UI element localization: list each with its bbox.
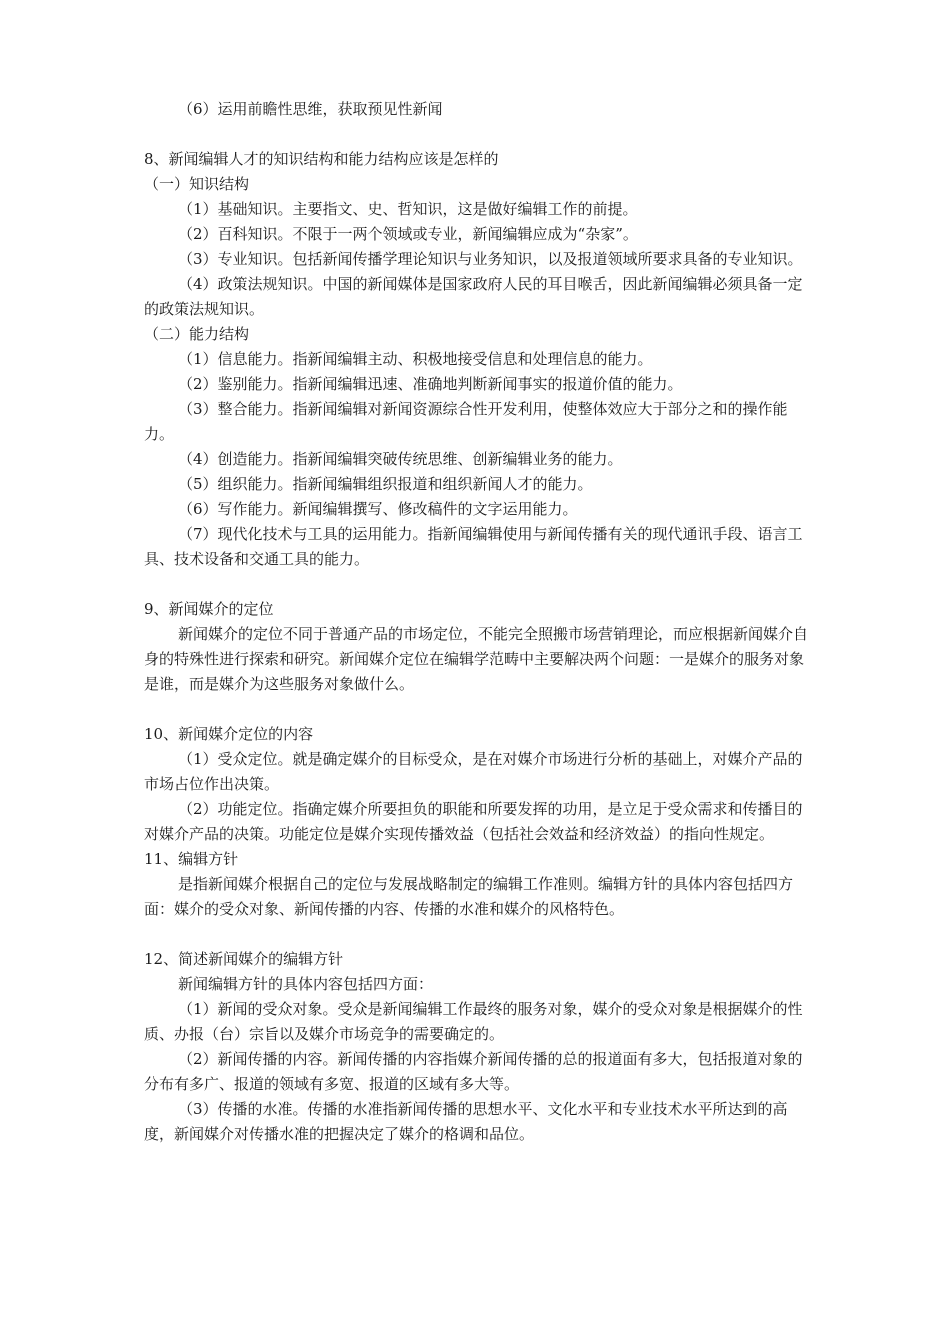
paragraph-gap <box>144 122 808 147</box>
paragraph: （7）现代化技术与工具的运用能力。指新闻编辑使用与新闻传播有关的现代通讯手段、语言工具、技术设备和交通工具的能力。 <box>144 525 803 568</box>
subsection-heading: （二）能力结构 <box>144 325 250 343</box>
paragraph: （1）受众定位。就是确定媒介的目标受众，是在对媒介市场进行分析的基础上，对媒介产品的市场占位作出决策。 <box>144 750 803 793</box>
paragraph-gap <box>144 922 808 947</box>
paragraph: （6）写作能力。新闻编辑撰写、修改稿件的文字运用能力。 <box>178 500 578 518</box>
paragraph-gap <box>144 572 808 597</box>
paragraph: （2）新闻传播的内容。新闻传播的内容指媒介新闻传播的总的报道面有多大，包括报道对象的分布有多广、报道的领域有多宽、报道的区域有多大等。 <box>144 1050 803 1093</box>
paragraph: （3）专业知识。包括新闻传播学理论知识与业务知识，以及报道领域所要求具备的专业知识。 <box>178 250 803 268</box>
section-heading: 10、新闻媒介定位的内容 <box>144 725 314 743</box>
document-page <box>144 97 808 1147</box>
section-heading: 9、新闻媒介的定位 <box>144 600 274 618</box>
paragraph: （1）基础知识。主要指文、史、哲知识，这是做好编辑工作的前提。 <box>178 200 638 218</box>
section-heading: 11、编辑方针 <box>144 850 239 868</box>
paragraph: （1）新闻的受众对象。受众是新闻编辑工作最终的服务对象，媒介的受众对象是根据媒介的性质、办报（台）宗旨以及媒介市场竞争的需要确定的。 <box>144 1000 803 1043</box>
paragraph: 新闻媒介的定位不同于普通产品的市场定位，不能完全照搬市场营销理论，而应根据新闻媒介自身的特殊性进行探索和研究。新闻媒介定位在编辑学范畴中主要解决两个问题：一是媒介的服务对象是谁，而是媒介为这些服务对象做什么。 <box>144 625 809 693</box>
paragraph: （4）创造能力。指新闻编辑突破传统思维、创新编辑业务的能力。 <box>178 450 623 468</box>
paragraph: （2）百科知识。不限于一两个领域或专业，新闻编辑应成为“杂家”。 <box>178 225 638 243</box>
paragraph: （5）组织能力。指新闻编辑组织报道和组织新闻人才的能力。 <box>178 475 593 493</box>
paragraph: （2）功能定位。指确定媒介所要担负的职能和所要发挥的功用，是立足于受众需求和传播目的对媒介产品的决策。功能定位是媒介实现传播效益（包括社会效益和经济效益）的指向性规定。 <box>144 800 803 843</box>
paragraph: （3）整合能力。指新闻编辑对新闻资源综合性开发利用，使整体效应大于部分之和的操作能力。 <box>144 400 788 443</box>
paragraph: （2）鉴别能力。指新闻编辑迅速、准确地判断新闻事实的报道价值的能力。 <box>178 375 683 393</box>
section-heading: 8、新闻编辑人才的知识结构和能力结构应该是怎样的 <box>144 150 499 168</box>
paragraph: （3）传播的水准。传播的水准指新闻传播的思想水平、文化水平和专业技术水平所达到的高度，新闻媒介对传播水准的把握决定了媒介的格调和品位。 <box>144 1100 788 1143</box>
paragraph: （4）政策法规知识。中国的新闻媒体是国家政府人民的耳目喉舌，因此新闻编辑必须具备一定的政策法规知识。 <box>144 275 803 318</box>
paragraph: 是指新闻媒介根据自己的定位与发展战略制定的编辑工作准则。编辑方针的具体内容包括四方面：媒介的受众对象、新闻传播的内容、传播的水准和媒介的风格特色。 <box>144 875 794 918</box>
subsection-heading: （一）知识结构 <box>144 175 250 193</box>
paragraph-gap <box>144 697 808 722</box>
paragraph: 新闻编辑方针的具体内容包括四方面： <box>178 975 434 993</box>
paragraph: （6）运用前瞻性思维，获取预见性新闻 <box>178 100 443 118</box>
paragraph: （1）信息能力。指新闻编辑主动、积极地接受信息和处理信息的能力。 <box>178 350 653 368</box>
section-heading: 12、简述新闻媒介的编辑方针 <box>144 950 344 968</box>
